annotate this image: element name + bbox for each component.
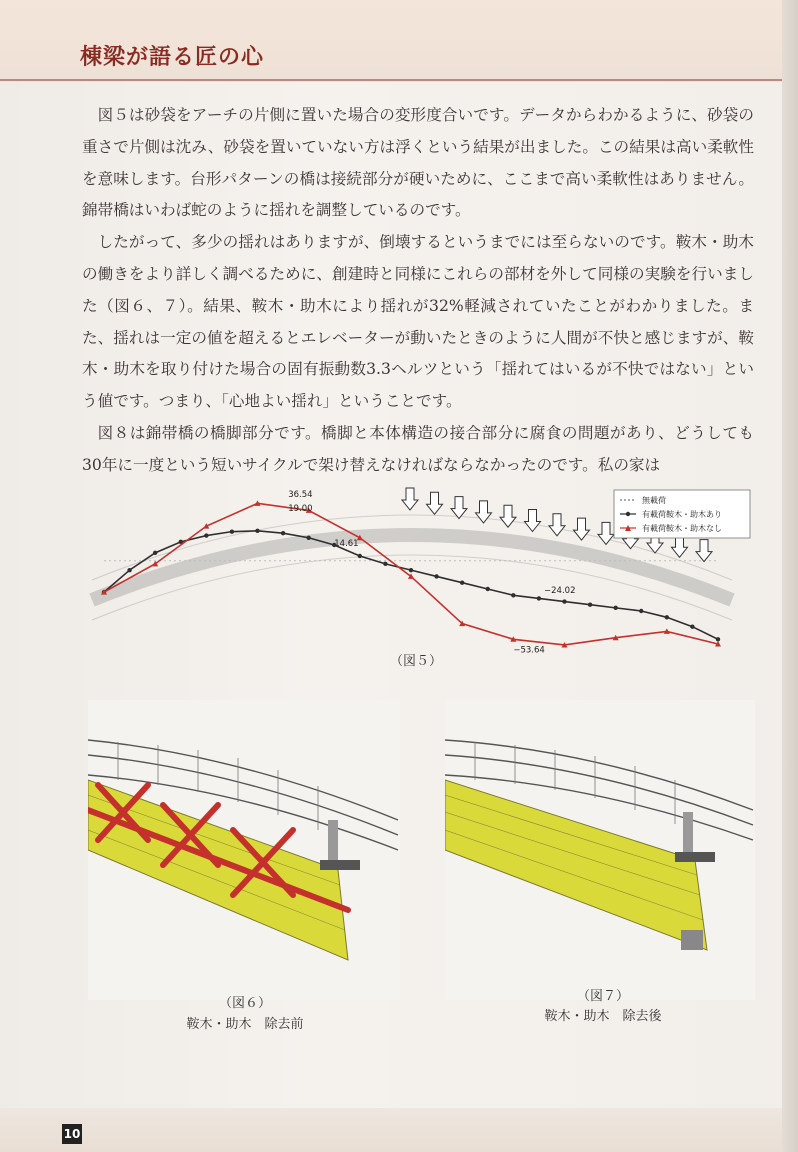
figure-6-drawing: [88, 700, 400, 1000]
data-point: [511, 593, 515, 597]
load-arrow-icon: [574, 518, 590, 540]
data-point: [486, 587, 490, 591]
data-point: [690, 625, 694, 629]
data-point: [383, 562, 387, 566]
figure-7-title: 鞍木・助木 除去後: [544, 1009, 662, 1024]
page-edge: [782, 0, 798, 1152]
data-point: [127, 568, 131, 572]
data-point: [639, 609, 643, 613]
data-point: [255, 529, 259, 533]
paragraph: 図５は砂袋をアーチの片側に置いた場合の変形度合いです。データからわかるように、砂袋の重さで片側は沈み、砂袋を置いていない方は浮くという結果が出ました。この結果は高い柔軟性を意味します。台形パターンの橋は接続部分が硬いために、ここまで高い柔軟性はありません。錦帯橋はいわば蛇のように揺れを調整しているのです。: [82, 106, 754, 220]
data-label: −53.64: [513, 645, 545, 656]
paragraph: したがって、多少の揺れはありますが、倒壊するというまでには至らないのです。鞍木・助木の働きをより詳しく調べるために、創建時と同様にこれらの部材を外して同様の実験を行いました（図６、７）。結果、鞍木・助木により揺れが32%軽減されていたことがわかりました。また、揺れは一定の値を超えるとエレベーターが動いたときのように人間が不快と感じますが、鞍木・助木を取り付けた場合の固有振動数3.3ヘルツという「揺れてはいるが不快ではない」という値です。つまり、「心地よい揺れ」ということです。: [82, 233, 754, 411]
load-arrow-icon: [549, 514, 565, 536]
data-label: −24.02: [544, 585, 576, 596]
data-point: [230, 529, 234, 533]
load-arrow-icon: [525, 510, 541, 532]
data-point: [537, 596, 541, 600]
data-point: [665, 615, 669, 619]
figure-7-number: （図７）: [576, 989, 629, 1004]
load-arrow-icon: [672, 535, 688, 557]
data-point: [716, 637, 720, 641]
load-arrow-icon: [402, 488, 418, 510]
load-arrow-icon: [476, 501, 492, 523]
figure-6-number: （図６）: [218, 996, 271, 1011]
data-point: [562, 599, 566, 603]
figure-7-drawing: [445, 700, 755, 1000]
data-point: [153, 551, 157, 555]
paragraph: 図８は錦帯橋の橋脚部分です。橋脚と本体構造の接合部分に腐食の問題があり、どうしても30年に一度という短いサイクルで架け替えなければならなかったのです。私の家は: [82, 423, 754, 474]
load-arrow-icon: [427, 492, 443, 514]
page-number: 10: [62, 1124, 82, 1144]
data-point: [358, 554, 362, 558]
page-title: 棟梁が語る匠の心: [80, 44, 265, 70]
legend-with-braces: 有載荷鞍木・助木あり: [642, 510, 722, 519]
data-label: 19.00: [288, 504, 313, 515]
data-point: [460, 581, 464, 585]
figure-5-chart: [82, 480, 762, 670]
legend-unloaded: 無載荷: [642, 496, 666, 505]
header-band: [0, 0, 782, 82]
article-body: [82, 100, 754, 482]
data-point: [281, 531, 285, 535]
load-arrow-icon: [500, 505, 516, 527]
load-arrow-icon: [598, 522, 614, 544]
data-point: [613, 606, 617, 610]
data-point: [204, 533, 208, 537]
data-label: 36.54: [288, 490, 313, 501]
load-arrow-icon: [696, 540, 712, 562]
legend-without-braces: 有載荷鞍木・助木なし: [642, 524, 722, 533]
chart-legend: [614, 490, 750, 538]
data-point: [409, 568, 413, 572]
figure-6-title: 鞍木・助木 除去前: [186, 1017, 304, 1032]
footer-band: [0, 1108, 782, 1152]
header-rule: [0, 79, 782, 81]
figure-5-caption: （図５）: [390, 654, 443, 669]
data-point: [434, 574, 438, 578]
data-point: [588, 603, 592, 607]
data-point: [306, 536, 310, 540]
load-arrow-icon: [451, 497, 467, 519]
deformation-chart: [82, 480, 762, 670]
data-label: 14.61: [334, 538, 359, 549]
